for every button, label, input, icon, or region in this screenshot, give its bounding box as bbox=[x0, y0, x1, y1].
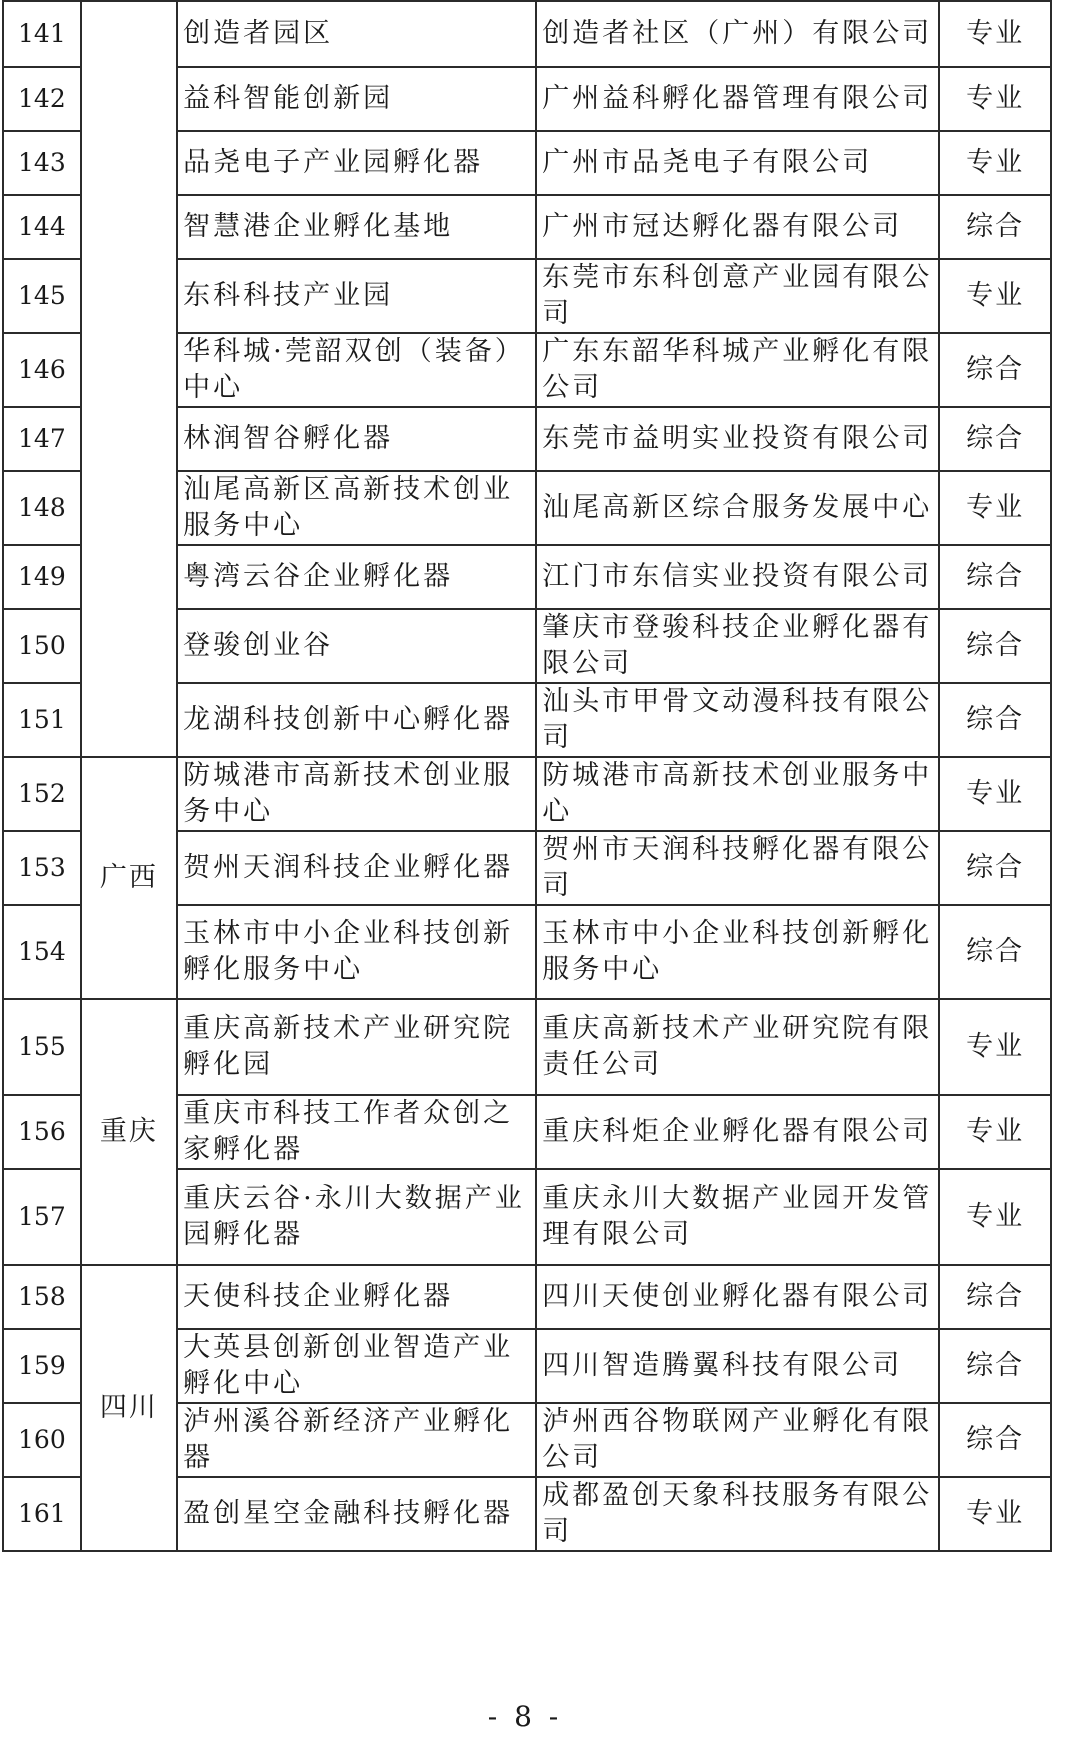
incubator-name: 智慧港企业孵化基地 bbox=[177, 195, 536, 259]
operating-org: 重庆科炬企业孵化器有限公司 bbox=[536, 1095, 939, 1169]
row-number: 152 bbox=[3, 757, 81, 831]
row-number: 144 bbox=[3, 195, 81, 259]
incubator-type: 专业 bbox=[939, 999, 1051, 1095]
province-cell-continued bbox=[81, 1, 177, 757]
incubator-type: 专业 bbox=[939, 1477, 1051, 1551]
row-number: 158 bbox=[3, 1265, 81, 1329]
operating-org: 成都盈创天象科技服务有限公司 bbox=[536, 1477, 939, 1551]
incubator-type: 综合 bbox=[939, 1403, 1051, 1477]
row-number: 160 bbox=[3, 1403, 81, 1477]
incubator-name: 天使科技企业孵化器 bbox=[177, 1265, 536, 1329]
incubator-name: 创造者园区 bbox=[177, 1, 536, 67]
operating-org: 东莞市东科创意产业园有限公司 bbox=[536, 259, 939, 333]
incubator-name: 华科城·莞韶双创（装备）中心 bbox=[177, 333, 536, 407]
operating-org: 广州益科孵化器管理有限公司 bbox=[536, 67, 939, 131]
incubator-type: 综合 bbox=[939, 407, 1051, 471]
row-number: 161 bbox=[3, 1477, 81, 1551]
operating-org: 东莞市益明实业投资有限公司 bbox=[536, 407, 939, 471]
incubator-type: 综合 bbox=[939, 683, 1051, 757]
operating-org: 玉林市中小企业科技创新孵化服务中心 bbox=[536, 905, 939, 999]
operating-org: 四川天使创业孵化器有限公司 bbox=[536, 1265, 939, 1329]
incubator-name: 东科科技产业园 bbox=[177, 259, 536, 333]
operating-org: 四川智造腾翼科技有限公司 bbox=[536, 1329, 939, 1403]
row-number: 155 bbox=[3, 999, 81, 1095]
incubator-type: 专业 bbox=[939, 757, 1051, 831]
row-number: 146 bbox=[3, 333, 81, 407]
row-number: 141 bbox=[3, 1, 81, 67]
row-number: 151 bbox=[3, 683, 81, 757]
row-number: 145 bbox=[3, 259, 81, 333]
incubator-name: 重庆市科技工作者众创之家孵化器 bbox=[177, 1095, 536, 1169]
page-number: - 8 - bbox=[487, 1700, 563, 1733]
table-row bbox=[3, 1, 1051, 67]
incubator-name: 汕尾高新区高新技术创业服务中心 bbox=[177, 471, 536, 545]
incubator-name: 泸州溪谷新经济产业孵化器 bbox=[177, 1403, 536, 1477]
operating-org: 重庆永川大数据产业园开发管理有限公司 bbox=[536, 1169, 939, 1265]
incubator-type: 综合 bbox=[939, 905, 1051, 999]
operating-org: 广东东韶华科城产业孵化有限公司 bbox=[536, 333, 939, 407]
operating-org: 广州市品尧电子有限公司 bbox=[536, 131, 939, 195]
operating-org: 贺州市天润科技孵化器有限公司 bbox=[536, 831, 939, 905]
incubator-name: 龙湖科技创新中心孵化器 bbox=[177, 683, 536, 757]
incubator-type: 综合 bbox=[939, 1329, 1051, 1403]
operating-org: 汕头市甲骨文动漫科技有限公司 bbox=[536, 683, 939, 757]
incubator-name: 重庆高新技术产业研究院孵化园 bbox=[177, 999, 536, 1095]
operating-org: 汕尾高新区综合服务发展中心 bbox=[536, 471, 939, 545]
row-number: 142 bbox=[3, 67, 81, 131]
table-row bbox=[3, 1265, 1051, 1329]
incubator-type: 综合 bbox=[939, 195, 1051, 259]
incubator-name: 盈创星空金融科技孵化器 bbox=[177, 1477, 536, 1551]
incubator-type: 专业 bbox=[939, 1, 1051, 67]
province-cell: 重庆 bbox=[81, 999, 177, 1265]
row-number: 150 bbox=[3, 609, 81, 683]
operating-org: 防城港市高新技术创业服务中心 bbox=[536, 757, 939, 831]
province-cell: 广西 bbox=[81, 757, 177, 999]
operating-org: 肇庆市登骏科技企业孵化器有限公司 bbox=[536, 609, 939, 683]
operating-org: 泸州西谷物联网产业孵化有限公司 bbox=[536, 1403, 939, 1477]
row-number: 148 bbox=[3, 471, 81, 545]
incubator-name: 玉林市中小企业科技创新孵化服务中心 bbox=[177, 905, 536, 999]
incubator-type: 综合 bbox=[939, 545, 1051, 609]
incubator-name: 大英县创新创业智造产业孵化中心 bbox=[177, 1329, 536, 1403]
incubator-name: 粤湾云谷企业孵化器 bbox=[177, 545, 536, 609]
incubator-name: 重庆云谷·永川大数据产业园孵化器 bbox=[177, 1169, 536, 1265]
incubator-type: 综合 bbox=[939, 1265, 1051, 1329]
incubator-name: 品尧电子产业园孵化器 bbox=[177, 131, 536, 195]
operating-org: 广州市冠达孵化器有限公司 bbox=[536, 195, 939, 259]
row-number: 149 bbox=[3, 545, 81, 609]
row-number: 156 bbox=[3, 1095, 81, 1169]
operating-org: 创造者社区（广州）有限公司 bbox=[536, 1, 939, 67]
table-row bbox=[3, 757, 1051, 831]
row-number: 157 bbox=[3, 1169, 81, 1265]
row-number: 143 bbox=[3, 131, 81, 195]
incubator-type: 专业 bbox=[939, 67, 1051, 131]
incubator-type: 专业 bbox=[939, 471, 1051, 545]
operating-org: 重庆高新技术产业研究院有限责任公司 bbox=[536, 999, 939, 1095]
incubator-name: 贺州天润科技企业孵化器 bbox=[177, 831, 536, 905]
incubator-table bbox=[2, 0, 1052, 1552]
row-number: 154 bbox=[3, 905, 81, 999]
table-row bbox=[3, 999, 1051, 1095]
row-number: 147 bbox=[3, 407, 81, 471]
incubator-type: 专业 bbox=[939, 131, 1051, 195]
incubator-type: 专业 bbox=[939, 259, 1051, 333]
incubator-name: 登骏创业谷 bbox=[177, 609, 536, 683]
row-number: 153 bbox=[3, 831, 81, 905]
incubator-type: 专业 bbox=[939, 1169, 1051, 1265]
incubator-type: 综合 bbox=[939, 333, 1051, 407]
incubator-name: 防城港市高新技术创业服务中心 bbox=[177, 757, 536, 831]
incubator-name: 林润智谷孵化器 bbox=[177, 407, 536, 471]
incubator-type: 专业 bbox=[939, 1095, 1051, 1169]
operating-org: 江门市东信实业投资有限公司 bbox=[536, 545, 939, 609]
incubator-type: 综合 bbox=[939, 609, 1051, 683]
row-number: 159 bbox=[3, 1329, 81, 1403]
incubator-name: 益科智能创新园 bbox=[177, 67, 536, 131]
incubator-type: 综合 bbox=[939, 831, 1051, 905]
province-cell: 四川 bbox=[81, 1265, 177, 1551]
